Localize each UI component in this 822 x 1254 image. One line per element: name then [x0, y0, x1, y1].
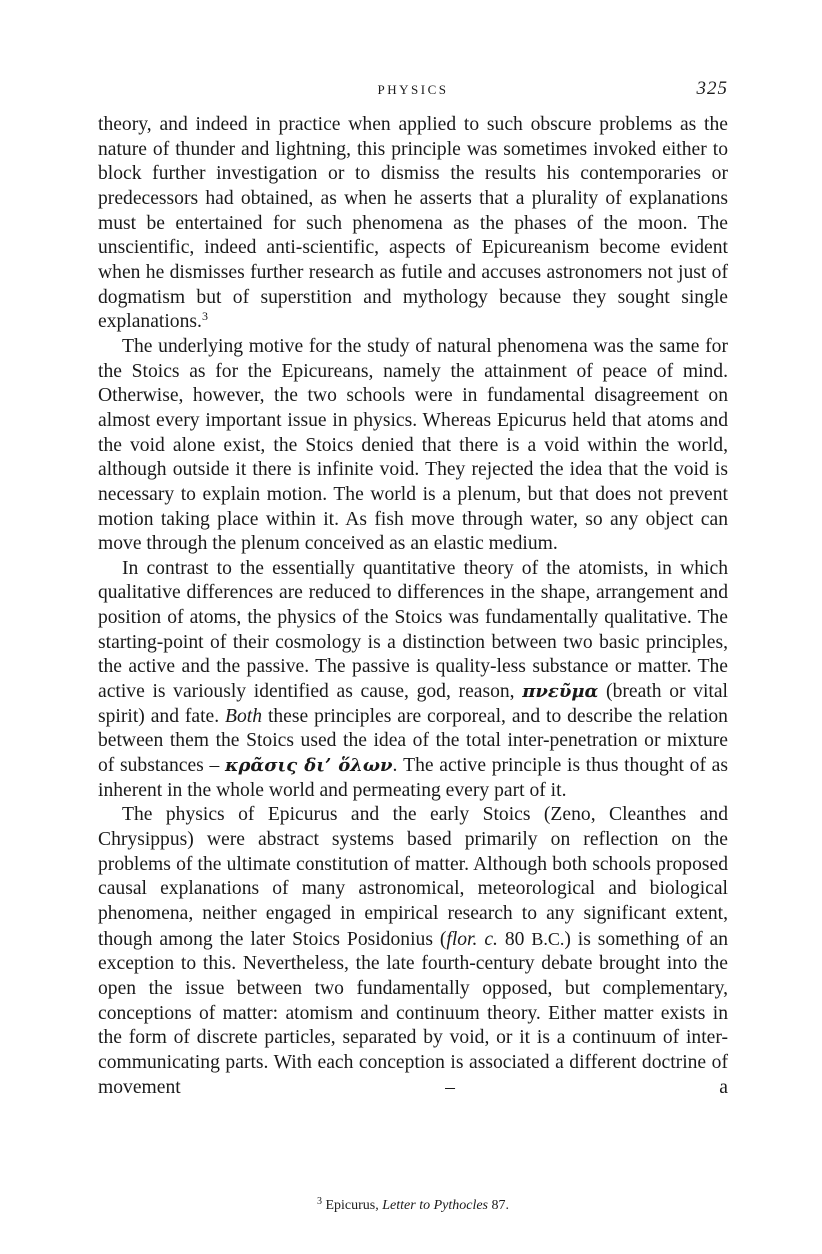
- text-run: In contrast to the essentially quantitative theory of the atomists, in which qualitative differences are reduced to differences in the shape, arrangement and position of atoms, the physics of the Stoics was fundamentally qualitative. The starting-point of their cosmology is a distinction between two basic principles, the active and the passive. The passive is quality-less substance or matter. The active is variously identified as cause, god, reason,: [98, 557, 728, 703]
- paragraph: [98, 803, 728, 1100]
- paragraph: [98, 113, 728, 335]
- text-run: ) is something of an exception to this. Nevertheless, the late fourth-century debate brought into the open the issue between two fundamentally opposed, but complementary, conceptions of matter: atomism and continuum theory. Either matter exists in the form of discrete particles, separated by void, or it is a continuum of inter-communicating parts. With each conception is associated a different doctrine of movement – a: [98, 928, 729, 1098]
- footnote: [98, 1198, 728, 1214]
- body-text: [98, 113, 728, 1100]
- text-run: The underlying motive for the study of natural phenomena was the same for the Stoics as for the Epicureans, namely the attainment of peace of mind. Otherwise, however, the two schools were in fundamental disagreement on almost every important issue in physics. Whereas Epicurus held that atoms and the void alone exist, the Stoics denied that there is a void within the world, although outside it there is infinite void. They rejected the idea that the void is necessary to explain motion. The world is a plenum, but that does not prevent motion taking place within it. As fish move through water, so any object can move through the plenum conceived as an elastic medium.: [98, 335, 728, 555]
- text-run: . The active principle is thus thought of as inherent in the whole world and permeating every part of it.: [98, 755, 728, 801]
- paragraph: [98, 557, 728, 804]
- page-header: [98, 78, 728, 104]
- footnote-ref: 87.: [491, 1198, 510, 1213]
- footnote-ref-marker: 3: [201, 309, 208, 324]
- italic-text: Both: [225, 705, 263, 727]
- greek-term: πνεῦμα: [522, 681, 599, 703]
- footnote-title: Letter to Pythocles: [382, 1198, 489, 1213]
- text-run: these principles are corporeal, and to describe the relation between them the Stoics used the idea of the total inter-penetration or mixture of substances –: [98, 705, 728, 777]
- footnote-author: Epicurus,: [325, 1198, 379, 1213]
- running-head: PHYSICS: [377, 82, 449, 97]
- italic-text: flor. c.: [446, 928, 498, 950]
- greek-term: κρᾶσις δι’ ὅλων: [224, 755, 393, 777]
- paragraph: [98, 335, 728, 557]
- text-run: theory, and indeed in practice when applied to such obscure problems as the nature of thunder and lightning, this principle was sometimes invoked either to block further investigation or to dismiss the results his contemporaries or predecessors had obtained, as when he asserts that a plurality of explanations must be entertained for such phenomena as the phases of the moon. The unscientific, indeed anti-scientific, aspects of Epicureanism become evident when he dismisses further research as futile and accuses astronomers not just of dogmatism but of superstition and mythology because they sought single explanations.: [98, 114, 728, 333]
- footnote-marker: 3: [316, 1196, 322, 1207]
- text-run: 80: [497, 928, 532, 950]
- text-run: (breath or vital spirit) and fate.: [98, 681, 729, 727]
- small-caps-text: B.C.: [531, 928, 565, 949]
- page-number: 325: [696, 78, 728, 99]
- text-run: The physics of Epicurus and the early Stoics (Zeno, Cleanthes and Chrysippus) were abstract systems based primarily on reflection on the problems of the ultimate constitution of matter. Although both schools proposed causal explanations of many astronomical, meteorological and biological phenomena, neither engaged in empirical research to any significant extent, though among the later Stoics Posidonius (: [98, 804, 728, 950]
